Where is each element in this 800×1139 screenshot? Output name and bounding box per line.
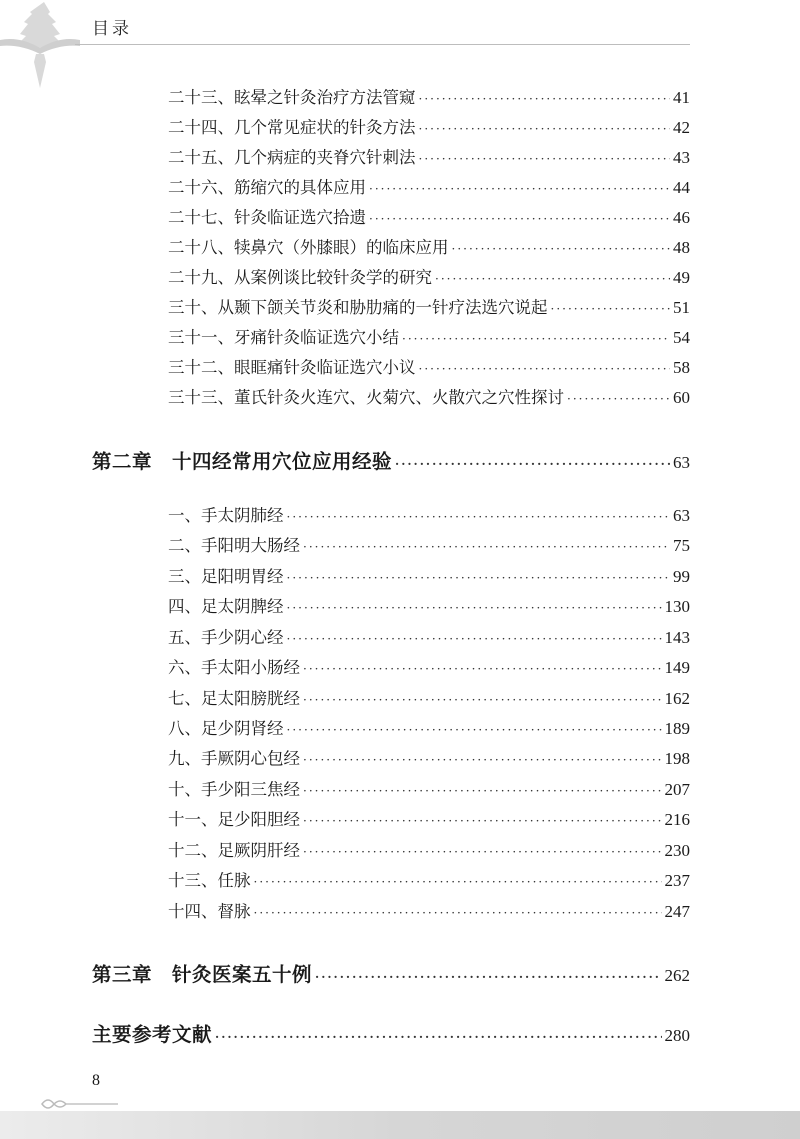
toc-entry-page: 143 bbox=[664, 628, 690, 647]
toc-entry[interactable] bbox=[168, 806, 690, 830]
toc-entry-label: 二十四、几个常见症状的针灸方法 bbox=[168, 118, 416, 137]
page-number: 8 bbox=[92, 1072, 100, 1089]
toc-entry[interactable] bbox=[168, 264, 690, 288]
toc-entry[interactable] bbox=[168, 745, 690, 769]
toc-entry-label: 五、手少阴心经 bbox=[168, 628, 284, 647]
dot-leader bbox=[303, 784, 662, 798]
dot-leader bbox=[303, 814, 662, 828]
dot-leader bbox=[551, 302, 671, 316]
dot-leader bbox=[567, 392, 670, 406]
toc-entry-label: 二十七、针灸临证选穴拾遗 bbox=[168, 208, 366, 227]
toc-entry-page: 63 bbox=[673, 506, 690, 525]
toc-references[interactable] bbox=[92, 1019, 690, 1047]
toc-entry-label: 八、足少阴肾经 bbox=[168, 719, 284, 738]
chapter-title: 第三章 针灸医案五十例 bbox=[92, 963, 313, 986]
toc-entry-page: 216 bbox=[664, 810, 690, 829]
toc-entry[interactable] bbox=[168, 354, 690, 378]
toc-entry[interactable] bbox=[168, 654, 690, 678]
chapter-page: 262 bbox=[664, 966, 690, 985]
dot-leader bbox=[287, 632, 662, 646]
toc-chapter-3[interactable] bbox=[92, 959, 690, 987]
dot-leader bbox=[303, 845, 662, 859]
toc-entry-page: 42 bbox=[673, 118, 690, 137]
toc-entry-page: 247 bbox=[664, 902, 690, 921]
toc-entry-label: 七、足太阳膀胱经 bbox=[168, 689, 300, 708]
toc-entry-page: 189 bbox=[664, 719, 690, 738]
dot-leader bbox=[419, 122, 671, 136]
toc-entry-label: 一、手太阴肺经 bbox=[168, 506, 284, 525]
toc-entry[interactable] bbox=[168, 837, 690, 861]
references-title: 主要参考文献 bbox=[92, 1023, 213, 1046]
toc-entry-page: 130 bbox=[664, 597, 690, 616]
dot-leader bbox=[395, 457, 670, 471]
toc-entry-label: 三十二、眼眶痛针灸临证选穴小议 bbox=[168, 358, 416, 377]
toc-entry-page: 46 bbox=[673, 208, 690, 227]
toc-entry-page: 41 bbox=[673, 88, 690, 107]
toc-entry-page: 60 bbox=[673, 388, 690, 407]
toc-entry-label: 十二、足厥阴肝经 bbox=[168, 841, 300, 860]
toc-entry[interactable] bbox=[168, 324, 690, 348]
footer-band bbox=[0, 1111, 800, 1139]
dot-leader bbox=[369, 212, 670, 226]
dot-leader bbox=[254, 906, 662, 920]
toc-entry[interactable] bbox=[168, 234, 690, 258]
chapter-title: 第二章 十四经常用穴位应用经验 bbox=[92, 450, 393, 473]
toc-entry-label: 十三、任脉 bbox=[168, 871, 251, 890]
chapter-page: 63 bbox=[673, 453, 690, 472]
toc-entry-label: 十四、督脉 bbox=[168, 902, 251, 921]
dot-leader bbox=[419, 152, 671, 166]
toc-entry-label: 十一、足少阳胆经 bbox=[168, 810, 300, 829]
toc-entry-label: 三十三、董氏针灸火连穴、火菊穴、火散穴之穴性探讨 bbox=[168, 388, 564, 407]
header-title: 目录 bbox=[92, 19, 132, 39]
toc-entry-page: 49 bbox=[673, 268, 690, 287]
dot-leader bbox=[452, 242, 671, 256]
dot-leader bbox=[303, 693, 662, 707]
toc-entry-label: 二、手阳明大肠经 bbox=[168, 536, 300, 555]
dot-leader bbox=[287, 601, 662, 615]
toc-entry-label: 十、手少阳三焦经 bbox=[168, 780, 300, 799]
toc-entry[interactable] bbox=[168, 593, 690, 617]
toc-entry[interactable] bbox=[168, 776, 690, 800]
header-ornament-icon bbox=[0, 0, 80, 90]
toc-entry-page: 237 bbox=[664, 871, 690, 890]
dot-leader bbox=[435, 272, 670, 286]
dot-leader bbox=[287, 723, 662, 737]
toc-entry[interactable] bbox=[168, 174, 690, 198]
dot-leader bbox=[369, 182, 670, 196]
toc-entry-page: 54 bbox=[673, 328, 690, 347]
toc-entry-label: 二十八、犊鼻穴（外膝眼）的临床应用 bbox=[168, 238, 449, 257]
toc-entry-label: 六、手太阳小肠经 bbox=[168, 658, 300, 677]
toc-entry[interactable] bbox=[168, 898, 690, 922]
dot-leader bbox=[287, 571, 671, 585]
toc-entry[interactable] bbox=[168, 532, 690, 556]
dot-leader bbox=[287, 510, 671, 524]
dot-leader bbox=[303, 540, 670, 554]
toc-entry-label: 二十五、几个病症的夹脊穴针刺法 bbox=[168, 148, 416, 167]
toc-entry[interactable] bbox=[168, 144, 690, 168]
toc-entry-page: 198 bbox=[664, 749, 690, 768]
toc-entry-page: 162 bbox=[664, 689, 690, 708]
toc-entry-page: 51 bbox=[673, 298, 690, 317]
toc-entry-page: 75 bbox=[673, 536, 690, 555]
toc-entry-label: 三、足阳明胃经 bbox=[168, 567, 284, 586]
dot-leader bbox=[303, 662, 662, 676]
toc-entry-label: 二十六、筋缩穴的具体应用 bbox=[168, 178, 366, 197]
dot-leader bbox=[419, 92, 671, 106]
toc-entry-page: 44 bbox=[673, 178, 690, 197]
toc-entry[interactable] bbox=[168, 294, 690, 318]
toc-entry-label: 九、手厥阴心包经 bbox=[168, 749, 300, 768]
toc-entry[interactable] bbox=[168, 624, 690, 648]
toc-entry-page: 207 bbox=[664, 780, 690, 799]
header-divider bbox=[75, 44, 690, 45]
toc-entry-page: 43 bbox=[673, 148, 690, 167]
dot-leader bbox=[402, 332, 670, 346]
toc-entry-label: 四、足太阴脾经 bbox=[168, 597, 284, 616]
dot-leader bbox=[315, 970, 661, 984]
toc-entry[interactable] bbox=[168, 685, 690, 709]
toc-entry-page: 48 bbox=[673, 238, 690, 257]
toc-entry[interactable] bbox=[168, 715, 690, 739]
references-page: 280 bbox=[664, 1026, 690, 1045]
toc-chapter-2[interactable] bbox=[92, 446, 690, 474]
toc-entry-label: 三十一、牙痛针灸临证选穴小结 bbox=[168, 328, 399, 347]
toc-entry-page: 99 bbox=[673, 567, 690, 586]
toc-entry[interactable] bbox=[168, 204, 690, 228]
toc-entry[interactable] bbox=[168, 384, 690, 408]
toc-entry[interactable] bbox=[168, 502, 690, 526]
toc-entry[interactable] bbox=[168, 114, 690, 138]
dot-leader bbox=[419, 362, 671, 376]
toc-entry[interactable] bbox=[168, 867, 690, 891]
dot-leader bbox=[303, 753, 662, 767]
toc-entry[interactable] bbox=[168, 563, 690, 587]
toc-entry-page: 58 bbox=[673, 358, 690, 377]
toc-entry[interactable] bbox=[168, 84, 690, 108]
toc-entry-page: 149 bbox=[664, 658, 690, 677]
toc-entry-page: 230 bbox=[664, 841, 690, 860]
dot-leader bbox=[254, 875, 662, 889]
toc-entry-label: 三十、从颞下颌关节炎和胁肋痛的一针疗法选穴说起 bbox=[168, 298, 548, 317]
dot-leader bbox=[215, 1030, 661, 1044]
toc-entry-label: 二十三、眩晕之针灸治疗方法管窥 bbox=[168, 88, 416, 107]
toc-entry-label: 二十九、从案例谈比较针灸学的研究 bbox=[168, 268, 432, 287]
